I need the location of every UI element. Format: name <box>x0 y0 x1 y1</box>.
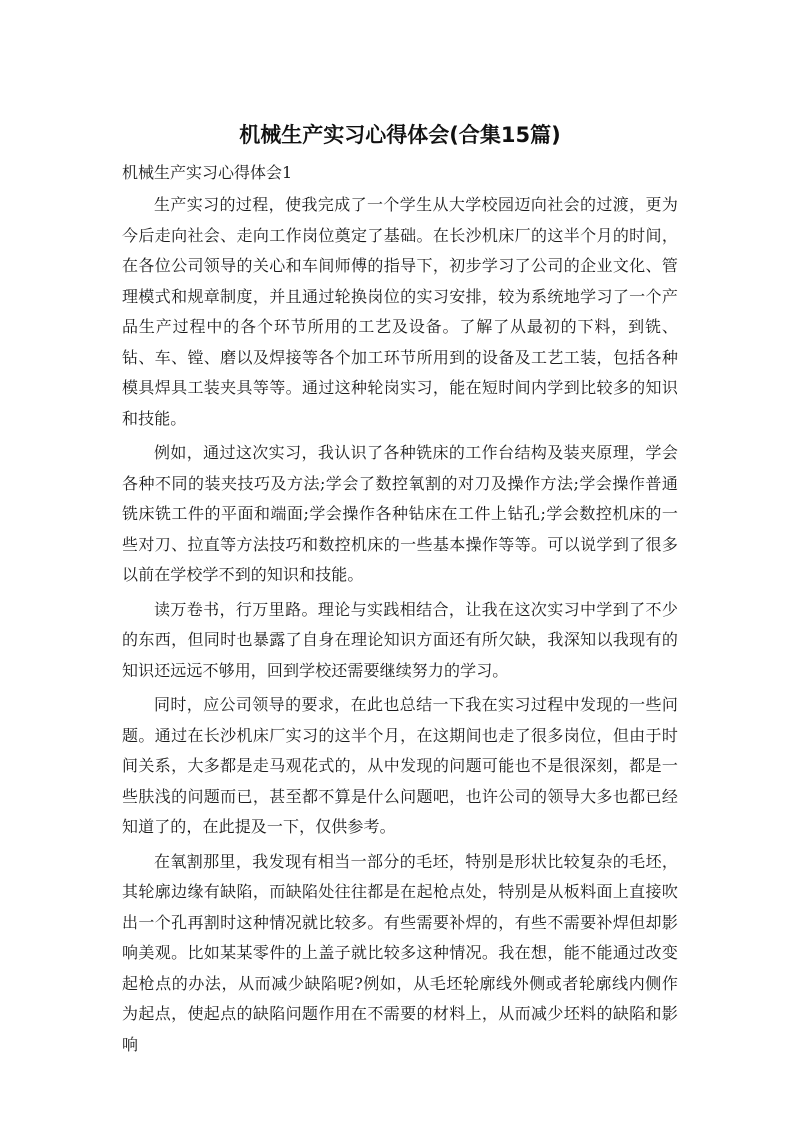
paragraph: 在氧割那里，我发现有相当一部分的毛坯，特别是形状比较复杂的毛坯，其轮廓边缘有缺陷，而缺陷处往往都是在起枪点处，特别是从板料面上直接吹出一个孔再割时这种情况就比较多。有些需要补焊的，有些不需要补焊但却影响美观。比如某某零件的上盖子就比较多这种情况。我在想，能不能通过改变起枪点的办法，从而减少缺陷呢?例如，从毛坯轮廓线外侧或者轮廓线内侧作为起点，使起点的缺陷问题作用在不需要的材料上，从而减少坯料的缺陷和影响 <box>122 851 678 1054</box>
paragraph: 例如，通过这次实习，我认识了各种铣床的工作台结构及装夹原理，学会各种不同的装夹技巧及方法;学会了数控氧割的对刀及操作方法;学会操作普通铣床铣工件的平面和端面;学会操作各种钻床在工件上钻孔;学会数控机床的一些对刀、拉直等方法技巧和数控机床的一些基本操作等等。可以说学到了很多以前在学校学不到的知识和技能。 <box>122 443 678 584</box>
paragraph: 生产实习的过程，使我完成了一个学生从大学校园迈向社会的过渡，更为今后走向社会、走向工作岗位奠定了基础。在长沙机床厂的这半个月的时间，在各位公司领导的关心和车间师傅的指导下，初步学习了公司的企业文化、管理模式和规章制度，并且通过轮换岗位的实习安排，较为系统地学习了一个产品生产过程中的各个环节所用的工艺及设备。了解了从最初的下料，到铣、钻、车、镗、磨以及焊接等各个加工环节所用到的设备及工艺工装，包括各种模具焊具工装夹具等等。通过这种轮岗实习，能在短时间内学到比较多的知识和技能。 <box>122 195 678 428</box>
document-title: 机械生产实习心得体会(合集15篇) <box>239 123 561 147</box>
paragraph: 同时，应公司领导的要求，在此也总结一下我在实习过程中发现的一些问题。通过在长沙机床厂实习的这半个月，在这期间也走了很多岗位，但由于时间关系，大多都是走马观花式的，从中发现的问题可能也不是很深刻，都是一些肤浅的问题而已，甚至都不算是什么问题吧，也许公司的领导大多也都已经知道了的，在此提及一下，仅供参考。 <box>122 695 678 836</box>
document-body <box>122 190 678 1064</box>
section-heading: 机械生产实习心得体会1 <box>122 163 293 182</box>
paragraph: 读万卷书，行万里路。理论与实践相结合，让我在这次实习中学到了不少的东西，但同时也暴露了自身在理论知识方面还有所欠缺，我深知以我现有的知识还远远不够用，回到学校还需要继续努力的学习。 <box>122 599 678 680</box>
